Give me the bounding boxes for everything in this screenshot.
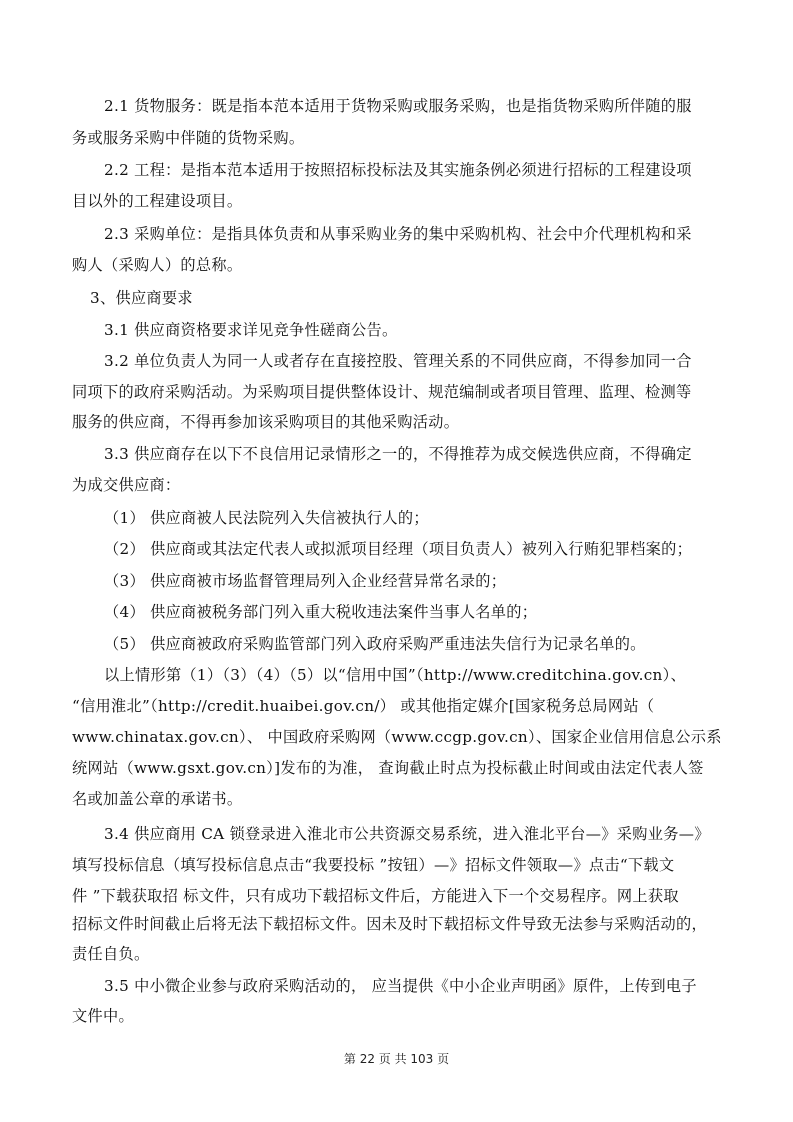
text-line: 招标文件时间截止后将无法下载招标文件。因未及时下载招标文件导致无法参与采购活动的， — [72, 915, 707, 933]
text-line: 名或加盖公章的承诺书。 — [72, 790, 243, 808]
text-line: 2.3 采购单位：是指具体负责和从事采购业务的集中采购机构、社会中介代理机构和采 — [104, 225, 692, 243]
text-line: 目以外的工程建设项目。 — [72, 192, 243, 210]
text-line: 购人（采购人）的总称。 — [72, 256, 243, 274]
text-line: 2.1 货物服务：既是指本范本适用于货物采购或服务采购，也是指货物采购所伴随的服 — [104, 97, 692, 115]
text-line: 以上情形第（1）（3）（4）（5）以“信用中国”（http://www.creditchina.gov.cn）、 — [104, 666, 687, 684]
list-item: （4） 供应商被税务部门列入重大税收违法案件当事人名单的； — [104, 603, 538, 621]
text-line: 3.2 单位负责人为同一人或者存在直接控股、管理关系的不同供应商，不得参加同一合 — [104, 352, 692, 370]
list-item: （5） 供应商被政府采购监管部门列入政府采购严重违法失信行为记录名单的。 — [104, 635, 646, 653]
text-line: www.chinatax.gov.cn）、 中国政府采购网（www.ccgp.gov.cn）、国家企业信用信息公示系 — [72, 728, 722, 746]
text-line: 3.5 中小微企业参与政府采购活动的， 应当提供《中小企业声明函》原件，上传到电子 — [104, 977, 697, 995]
text-line: 2.2 工程：是指本范本适用于按照招标投标法及其实施条例必须进行招标的工程建设项 — [104, 161, 692, 179]
text-line: 3.4 供应商用 CA 锁登录进入淮北市公共资源交易系统，进入淮北平台—》采购业务—》 — [104, 825, 710, 843]
text-line: 为成交供应商： — [72, 476, 181, 494]
text-line: 统网站（www.gsxt.gov.cn）]发布的为准， 查询截止时点为投标截止时间或由法定代表人签 — [72, 759, 704, 777]
text-line: 件 ”下载获取招 标文件，只有成功下载招标文件后，方能进入下一个交易程序。网上获取 — [72, 887, 679, 905]
section-heading: 3、供应商要求 — [90, 289, 193, 307]
text-line: 责任自负。 — [72, 945, 150, 963]
page-number-footer: 第 22 页 共 103 页 — [343, 1052, 450, 1066]
list-item: （1） 供应商被人民法院列入失信被执行人的； — [104, 509, 429, 527]
list-item: （2） 供应商或其法定代表人或拟派项目经理（项目负责人）被列入行贿犯罪档案的； — [104, 540, 693, 558]
text-line: 务或服务采购中伴随的货物采购。 — [72, 129, 305, 147]
text-line: 同项下的政府采购活动。为采购项目提供整体设计、规范编制或者项目管理、监理、检测等 — [72, 383, 692, 401]
text-line: 文件中。 — [72, 1007, 134, 1025]
text-line: 服务的供应商，不得再参加该采购项目的其他采购活动。 — [72, 413, 460, 431]
text-line: 填写投标信息（填写投标信息点击“我要投标 ”按钮）—》招标文件领取—》点击“下载文 — [72, 856, 675, 874]
text-line: 3.3 供应商存在以下不良信用记录情形之一的，不得推荐为成交候选供应商，不得确定 — [104, 445, 692, 463]
list-item: （3） 供应商被市场监督管理局列入企业经营异常名录的； — [104, 572, 507, 590]
text-line: “信用淮北”（http://credit.huaibei.gov.cn/） 或其他指定媒介[国家税务总局网站（ — [72, 697, 655, 715]
text-line: 3.1 供应商资格要求详见竞争性磋商公告。 — [104, 321, 398, 339]
